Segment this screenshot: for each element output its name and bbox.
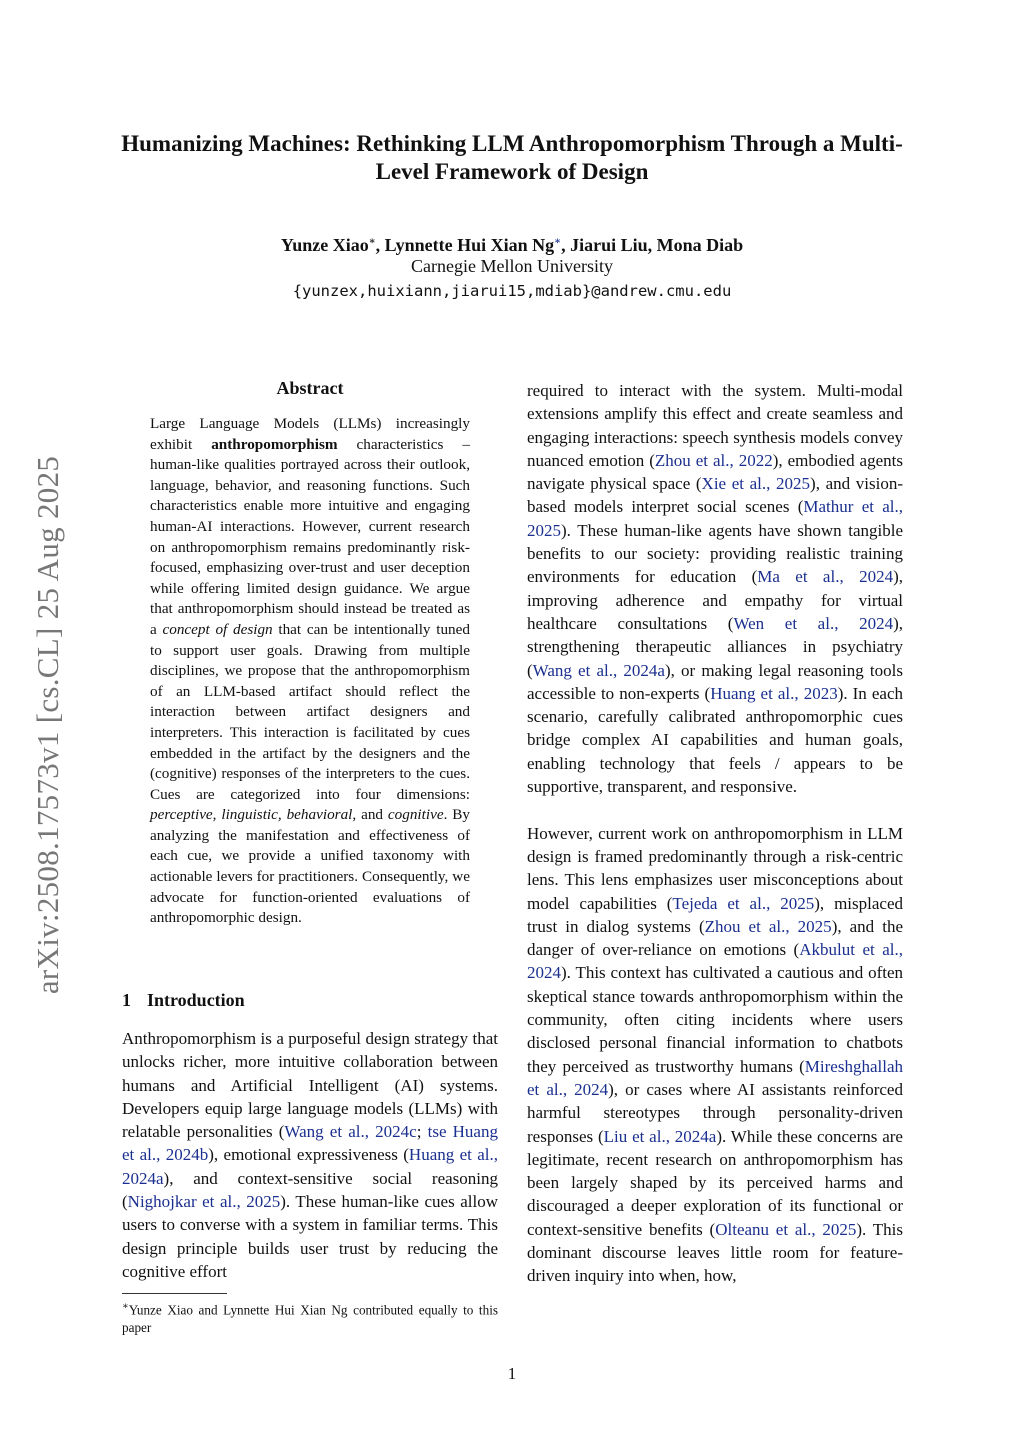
citation-link[interactable]: Huang et al., 2024a: [122, 1145, 498, 1188]
citation-link[interactable]: Wang et al., 2024a: [532, 660, 665, 680]
citation-link[interactable]: Xie et al., 2025: [701, 474, 811, 494]
author-name: Yunze Xiao: [280, 235, 369, 255]
citation-link[interactable]: Huang et al., 2023: [710, 683, 838, 703]
section-number: 1: [122, 990, 131, 1010]
paper-title: Humanizing Machines: Rethinking LLM Anthropomorphism Through a Multi-Level Framework of Design: [121, 131, 903, 184]
citation-link[interactable]: Tejeda et al., 2025: [672, 893, 815, 913]
section-title: Introduction: [147, 990, 245, 1010]
footnote-divider: [122, 1293, 227, 1294]
abstract-heading: Abstract: [276, 378, 344, 398]
citation-link[interactable]: Wang et al., 2024c: [284, 1122, 417, 1142]
author-name: Lynnette Hui Xian Ng: [384, 235, 555, 255]
citation-link[interactable]: Nighojkar et al., 2025: [127, 1192, 281, 1212]
abstract-body: Large Language Models (LLMs) increasingly exhibit anthropomorphism characteristics – human-like qualities portrayed across their outlook, language, behavior, and reasoning functions. Such characteristics enable more intuitive and engaging human-AI interactions. However, current research on anthropomorphism remains predominantly risk-focused, emphasizing over-trust and user deception while offering limited design guidance. We argue that anthropomorphism should instead be treated as a concept of design that can be intentionally tuned to support user goals. Drawing from multiple disciplines, we propose that the anthropomorphism of an LLM-based artifact should reflect the interaction between artifact designers and interpreters. This interaction is facilitated by cues embedded in the artifact by the designers and the (cognitive) responses of the interpreters to the cues. Cues are categorized into four dimensions: perceptive, linguistic, behavioral, and cognitive. By analyzing the manifestation and effectiveness of each cue, we provide a unified taxonomy with actionable levers for practitioners. Consequently, we advocate for function-oriented evaluations of anthropomorphic design.: [150, 415, 470, 927]
citation-link[interactable]: tse Huang et al., 2024b: [122, 1122, 498, 1165]
body-paragraph: However, current work on anthropomorphism in LLM design is framed predominantly through a risk-centric lens. This lens emphasizes user misconceptions about model capabilities (Tejeda et al., 2025), misplaced trust in dialog systems (Zhou et al., 2025), and the danger of over-reliance on emotions (Akbulut et al., 2024). This context has cultivated a cautious and often skeptical stance towards anthropomorphism within the community, often citing incidents where users disclosed personal financial information to chatbots they perceived as trustworthy humans (Mireshghallah et al., 2024), or cases where AI assistants reinforced harmful stereotypes through personality-driven responses (Liu et al., 2024a). While these concerns are legitimate, recent research on anthropomorphism has been largely shaped by its perceived harms and discouraged a deeper exploration of its functional or context-sensitive benefits (Olteanu et al., 2025). This dominant discourse leaves little room for feature-driven inquiry into when, how,: [527, 823, 903, 1286]
citation-link[interactable]: Ma et al., 2024: [757, 567, 894, 587]
affiliation: Carnegie Mellon University: [411, 256, 613, 276]
introduction-paragraph: Anthropomorphism is a purposeful design strategy that unlocks richer, more intuitive collaboration between humans and Artificial Intelligent (AI) systems. Developers equip large language models (LLMs) with relatable personalities (Wang et al., 2024c; tse Huang et al., 2024b), emotional expressiveness (Huang et al., 2024a), and context-sensitive social reasoning (Nighojkar et al., 2025). These human-like cues allow users to converse with a system in familiar terms. This design principle builds user trust by reducing the cognitive effort: [122, 1029, 499, 1281]
citation-link[interactable]: Zhou et al., 2025: [704, 916, 832, 936]
body-paragraph: required to interact with the system. Multi-modal extensions amplify this effect and create seamless and engaging interactions: speech synthesis models convey nuanced emotion (Zhou et al., 2022), embodied agents navigate physical space (Xie et al., 2025), and vision-based models interpret social scenes (Mathur et al., 2025). These human-like agents have shown tangible benefits to our society: providing realistic training environments for education (Ma et al., 2024), improving adherence and empathy for virtual healthcare consultations (Wen et al., 2024), strengthening therapeutic alliances in psychiatry (Wang et al., 2024a), or making legal reasoning tools accessible to non-experts (Huang et al., 2023). In each scenario, carefully calibrated anthropomorphic cues bridge complex AI capabilities and human goals, enabling technology that feels / appears to be supportive, transparent, and responsive.: [527, 381, 904, 797]
section-heading-introduction: [122, 990, 245, 1011]
page-number: 1: [507, 1364, 517, 1383]
footnote-text: Yunze Xiao and Lynnette Hui Xian Ng contributed equally to this paper: [122, 1302, 498, 1336]
citation-link[interactable]: Akbulut et al., 2024: [527, 940, 903, 983]
citation-link[interactable]: Wen et al., 2024: [733, 613, 894, 633]
citation-link[interactable]: Mireshghallah et al., 2024: [527, 1056, 903, 1099]
author-emails: {yunzex,huixiann,jiarui15,mdiab}@andrew.cmu.edu: [292, 282, 732, 300]
arxiv-sidebar: [30, 420, 66, 1030]
citation-link[interactable]: Liu et al., 2024a: [603, 1126, 717, 1146]
footnote: [122, 1298, 498, 1337]
author-name: Mona Diab: [656, 235, 744, 255]
arxiv-identifier: arXiv:2508.17573v1 [cs.CL] 25 Aug 2025: [30, 455, 65, 995]
citation-link[interactable]: Mathur et al., 2025: [527, 497, 903, 540]
right-column: [527, 379, 903, 1288]
author-name: Jiarui Liu: [570, 235, 648, 255]
citation-link[interactable]: Olteanu et al., 2025: [715, 1219, 857, 1239]
equal-contribution-mark: ∗: [368, 236, 376, 247]
author-list: Yunze Xiao∗, Lynnette Hui Xian Ng∗, Jiarui Liu, Mona Diab: [280, 235, 744, 255]
citation-link[interactable]: Zhou et al., 2022: [654, 450, 773, 470]
footnote-mark: ∗: [122, 1301, 129, 1312]
footnote-link[interactable]: ∗: [554, 236, 562, 247]
